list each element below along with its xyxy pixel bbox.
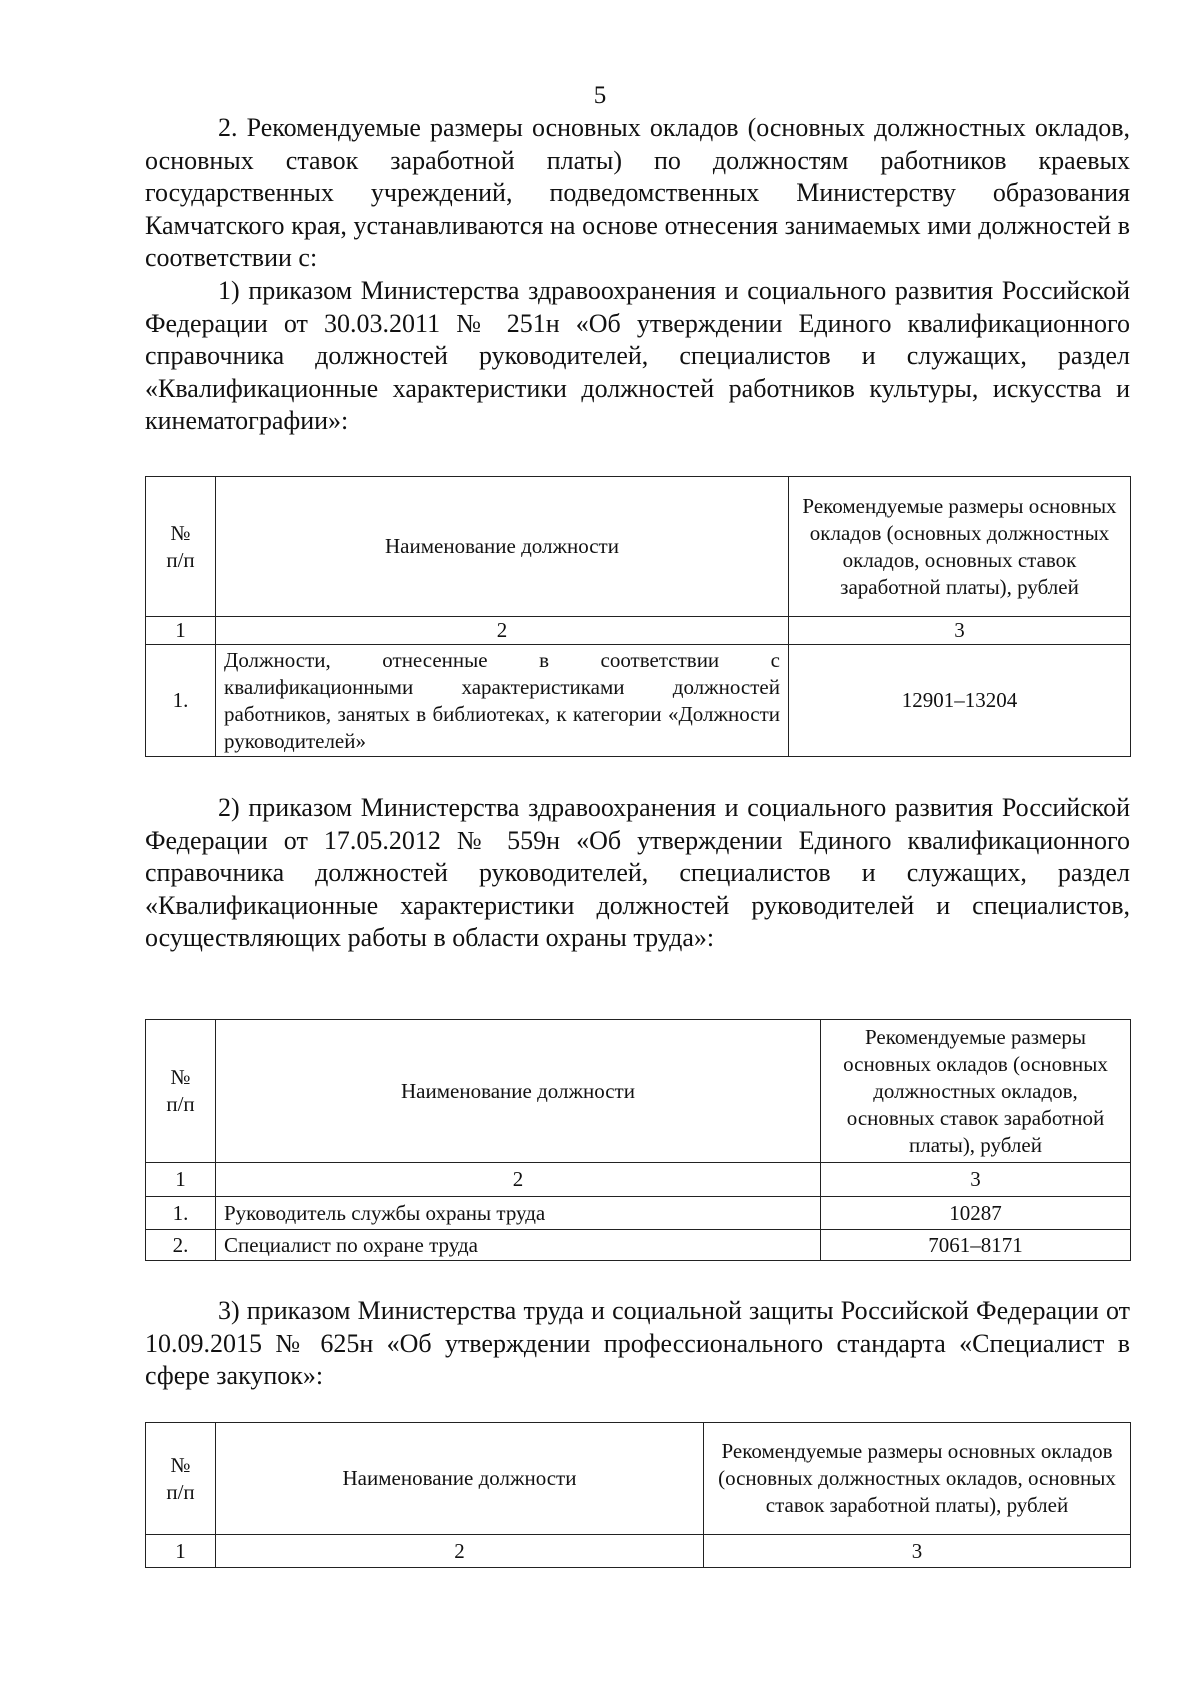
table-row: [146, 1197, 1131, 1230]
intro-paragraph: [145, 112, 1130, 275]
order3-paragraph: [145, 1295, 1130, 1393]
table3-index-1: 1: [146, 1535, 216, 1568]
table2-header-salary: Рекомендуемые размеры основных окладов (основных должностных окладов, основных ставок заработной платы), рублей: [821, 1020, 1131, 1163]
table2-header-row: [146, 1020, 1131, 1163]
order1-paragraph: [145, 275, 1130, 438]
table1-row1-salary: 12901–13204: [789, 645, 1131, 757]
table2-header-name: Наименование должности: [216, 1020, 821, 1163]
table1-index-2: 2: [216, 617, 789, 645]
table1-header-row: [146, 477, 1131, 617]
table1-header-salary: Рекомендуемые размеры основных окладов (основных должностных окладов, основных ставок заработной платы), рублей: [789, 477, 1131, 617]
table2-index-row: [146, 1163, 1131, 1197]
table-row: [146, 645, 1131, 757]
table2-header-num: № п/п: [146, 1020, 216, 1163]
table2-row1-num: 1.: [146, 1197, 216, 1230]
table1: [145, 476, 1131, 757]
order1-paragraph-text: 1) приказом Министерства здравоохранения и социального развития Российской Федерации от 30.03.2011 № 251н «Об утверждении Единого квалификационного справочника должностей руководителей, специалистов и служащих, раздел «Квалификационные характеристики должностей работников культуры, искусства и кинематографии»:: [145, 276, 1130, 435]
table2-index-3: 3: [821, 1163, 1131, 1197]
table3-index-3: 3: [704, 1535, 1131, 1568]
table2-row1-salary: 10287: [821, 1197, 1131, 1230]
table1-index-row: [146, 617, 1131, 645]
table3-header-salary: Рекомендуемые размеры основных окладов (основных должностных окладов, основных ставок заработной платы), рублей: [704, 1423, 1131, 1535]
order2-paragraph-text: 2) приказом Министерства здравоохранения и социального развития Российской Федерации от 17.05.2012 № 559н «Об утверждении Единого квалификационного справочника должностей руководителей, специалистов и служащих, раздел «Квалификационные характеристики должностей руководителей и специалистов, осуществляющих работы в области охраны труда»:: [145, 793, 1130, 952]
table2-row1-name: Руководитель службы охраны труда: [216, 1197, 821, 1230]
table2-row2-name: Специалист по охране труда: [216, 1230, 821, 1261]
table1-index-1: 1: [146, 617, 216, 645]
table-row: [146, 1230, 1131, 1261]
table3-index-2: 2: [216, 1535, 704, 1568]
table3-index-row: [146, 1535, 1131, 1568]
intro-paragraph-text: 2. Рекомендуемые размеры основных окладов (основных должностных окладов, основных ставок заработной платы) по должностям работников краевых государственных учреждений, подведомственных Министерству образования Камчатского края, устанавливаются на основе отнесения занимаемых ими должностей в соответствии с:: [145, 113, 1130, 272]
table2-row2-salary: 7061–8171: [821, 1230, 1131, 1261]
table2-row2-num: 2.: [146, 1230, 216, 1261]
table1-header-name: Наименование должности: [216, 477, 789, 617]
page-number: 5: [593, 82, 607, 109]
table2: [145, 1019, 1131, 1261]
table1-row1-num: 1.: [146, 645, 216, 757]
table1-index-3: 3: [789, 617, 1131, 645]
table1-row1-name: Должности, отнесенные в соответствии с квалификационными характеристиками должностей работников, занятых в библиотеках, к категории «Должности руководителей»: [216, 645, 789, 757]
table3-header-num: № п/п: [146, 1423, 216, 1535]
table2-index-1: 1: [146, 1163, 216, 1197]
table3-header-row: [146, 1423, 1131, 1535]
table1-header-num: № п/п: [146, 477, 216, 617]
table3: [145, 1422, 1131, 1568]
order2-paragraph: [145, 792, 1130, 955]
table2-index-2: 2: [216, 1163, 821, 1197]
table3-header-name: Наименование должности: [216, 1423, 704, 1535]
order3-paragraph-text: 3) приказом Министерства труда и социальной защиты Российской Федерации от 10.09.2015 № 625н «Об утверждении профессионального стандарта «Специалист в сфере закупок»:: [145, 1296, 1130, 1390]
